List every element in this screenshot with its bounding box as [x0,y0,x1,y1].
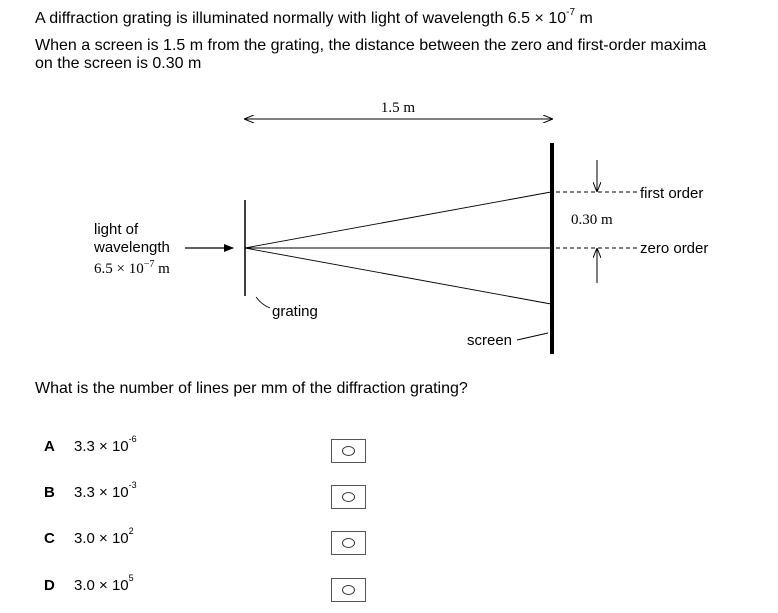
option-a-select-box[interactable] [331,439,366,463]
option-b-select-box[interactable] [331,485,366,509]
zero-order-label: zero order [640,240,709,257]
light-wavelength-exp: −7 [143,259,155,270]
exponent: -7 [566,7,576,18]
separation-label: 0.30 m [571,212,613,228]
radio-icon [342,492,355,502]
first-order-label: first order [640,185,704,202]
option-c-select-box[interactable] [331,531,366,555]
option-value: 3.3 × 10 [74,438,129,455]
option-exponent: -6 [128,434,137,444]
option-letter: D [44,577,55,594]
option-value: 3.0 × 10 [74,577,129,594]
screen-label: screen [467,332,513,349]
ray-upper [245,192,551,248]
light-wavelength-unit: m [154,261,170,277]
light-label-line2: wavelength [94,239,170,256]
light-wavelength-base: 6.5 × 10 [94,261,144,277]
radio-icon [342,538,355,548]
question-line-2: When a screen is 1.5 m from the grating, the distance between the zero and first-order maxima [35,37,707,54]
grating-label: grating [272,303,318,320]
unit: m [575,10,593,27]
option-d-select-box[interactable] [331,578,366,602]
option-exponent: 2 [128,526,134,536]
light-label-line3 [94,259,170,277]
question-text: A diffraction grating is illuminated normally with light of wavelength 6.5 × 10 [35,10,567,27]
option-letter: A [44,438,55,455]
option-exponent: -3 [128,480,137,490]
option-a [44,434,137,455]
distance-label: 1.5 m [380,100,416,116]
radio-icon [342,585,355,595]
option-exponent: 5 [128,573,134,583]
option-value: 3.0 × 10 [74,530,129,547]
option-c [44,526,134,547]
question-line-3: on the screen is 0.30 m [35,55,202,72]
option-b [44,480,137,501]
grating-pointer [256,297,270,308]
ray-lower [245,248,551,304]
radio-icon [342,446,355,456]
light-label-line1: light of [94,221,139,238]
option-letter: C [44,530,55,547]
option-value: 3.3 × 10 [74,484,129,501]
screen-pointer [517,333,548,340]
option-letter: B [44,484,55,501]
option-d [44,573,134,594]
question-stem: What is the number of lines per mm of the diffraction grating? [35,380,468,397]
